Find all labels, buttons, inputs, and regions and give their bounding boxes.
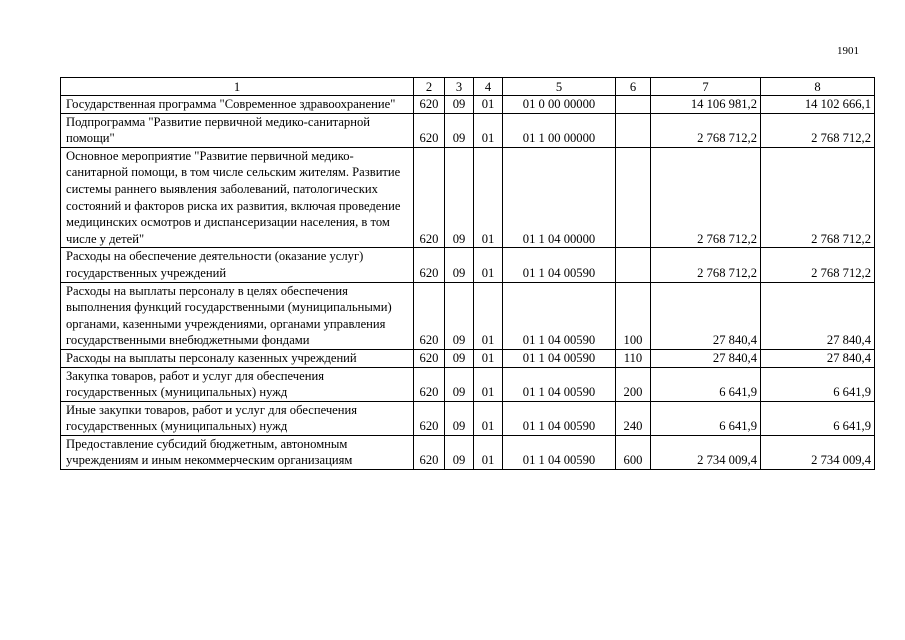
column-header-1: 1 [61,78,414,96]
row-ministry-code: 620 [414,113,445,147]
row-amount-8: 2 768 712,2 [761,147,875,248]
table-row [61,248,875,282]
row-expense-type [616,147,651,248]
row-name: Предоставление субсидий бюджетным, автономным учреждениям и иным некоммерческим организациям [61,435,414,469]
table-row [61,349,875,367]
budget-table [60,77,875,470]
row-expense-type: 240 [616,401,651,435]
row-name: Подпрограмма "Развитие первичной медико-санитарной помощи" [61,113,414,147]
row-amount-8: 2 768 712,2 [761,248,875,282]
row-target-article: 01 1 04 00590 [503,282,616,349]
row-amount-8: 6 641,9 [761,401,875,435]
row-expense-type [616,96,651,114]
row-expense-type [616,113,651,147]
row-subsection: 01 [474,147,503,248]
row-amount-7: 6 641,9 [651,401,761,435]
table-row [61,113,875,147]
column-header-3: 3 [445,78,474,96]
table-row [61,401,875,435]
column-header-5: 5 [503,78,616,96]
row-target-article: 01 1 00 00000 [503,113,616,147]
row-amount-7: 6 641,9 [651,367,761,401]
row-expense-type: 110 [616,349,651,367]
row-ministry-code: 620 [414,282,445,349]
row-ministry-code: 620 [414,96,445,114]
column-header-7: 7 [651,78,761,96]
row-ministry-code: 620 [414,435,445,469]
table-row [61,147,875,248]
column-header-8: 8 [761,78,875,96]
row-expense-type: 100 [616,282,651,349]
row-section: 09 [445,282,474,349]
row-subsection: 01 [474,435,503,469]
table-row [61,282,875,349]
column-header-4: 4 [474,78,503,96]
row-subsection: 01 [474,349,503,367]
row-name: Расходы на выплаты персоналу в целях обеспечения выполнения функций государственными (муниципальными) органами, казенными учреждениями, органами управления государственными внебюджетными фондами [61,282,414,349]
row-subsection: 01 [474,401,503,435]
row-subsection: 01 [474,248,503,282]
row-amount-7: 27 840,4 [651,282,761,349]
row-section: 09 [445,401,474,435]
row-ministry-code: 620 [414,349,445,367]
row-ministry-code: 620 [414,248,445,282]
row-name: Расходы на обеспечение деятельности (оказание услуг) государственных учреждений [61,248,414,282]
row-section: 09 [445,367,474,401]
row-section: 09 [445,435,474,469]
page-number: 1901 [837,45,859,57]
row-section: 09 [445,349,474,367]
row-ministry-code: 620 [414,147,445,248]
row-target-article: 01 1 04 00590 [503,401,616,435]
row-amount-8: 6 641,9 [761,367,875,401]
row-target-article: 01 1 04 00590 [503,248,616,282]
row-subsection: 01 [474,367,503,401]
row-amount-7: 14 106 981,2 [651,96,761,114]
row-ministry-code: 620 [414,401,445,435]
row-amount-8: 27 840,4 [761,349,875,367]
row-expense-type: 200 [616,367,651,401]
row-amount-8: 14 102 666,1 [761,96,875,114]
row-amount-7: 27 840,4 [651,349,761,367]
row-name: Иные закупки товаров, работ и услуг для обеспечения государственных (муниципальных) нужд [61,401,414,435]
row-expense-type: 600 [616,435,651,469]
row-amount-7: 2 768 712,2 [651,113,761,147]
table-row [61,435,875,469]
row-name: Государственная программа "Современное здравоохранение" [61,96,414,114]
row-amount-7: 2 734 009,4 [651,435,761,469]
row-section: 09 [445,147,474,248]
row-name: Расходы на выплаты персоналу казенных учреждений [61,349,414,367]
table-row [61,96,875,114]
row-section: 09 [445,113,474,147]
row-target-article: 01 1 04 00590 [503,435,616,469]
column-header-2: 2 [414,78,445,96]
row-target-article: 01 1 04 00000 [503,147,616,248]
row-subsection: 01 [474,96,503,114]
row-expense-type [616,248,651,282]
row-subsection: 01 [474,282,503,349]
row-section: 09 [445,96,474,114]
row-amount-7: 2 768 712,2 [651,248,761,282]
row-target-article: 01 1 04 00590 [503,349,616,367]
row-amount-7: 2 768 712,2 [651,147,761,248]
row-amount-8: 27 840,4 [761,282,875,349]
table-row [61,367,875,401]
row-amount-8: 2 768 712,2 [761,113,875,147]
row-ministry-code: 620 [414,367,445,401]
row-target-article: 01 0 00 00000 [503,96,616,114]
column-header-6: 6 [616,78,651,96]
row-section: 09 [445,248,474,282]
row-target-article: 01 1 04 00590 [503,367,616,401]
row-amount-8: 2 734 009,4 [761,435,875,469]
row-subsection: 01 [474,113,503,147]
row-name: Основное мероприятие "Развитие первичной медико-санитарной помощи, в том числе сельским жителям. Развитие системы раннего выявления заболеваний, патологических состояний и факторов риска их развития, включая проведение медицинских осмотров и диспансеризации населения, в том числе у детей" [61,147,414,248]
row-name: Закупка товаров, работ и услуг для обеспечения государственных (муниципальных) нужд [61,367,414,401]
table-header-row [61,78,875,96]
